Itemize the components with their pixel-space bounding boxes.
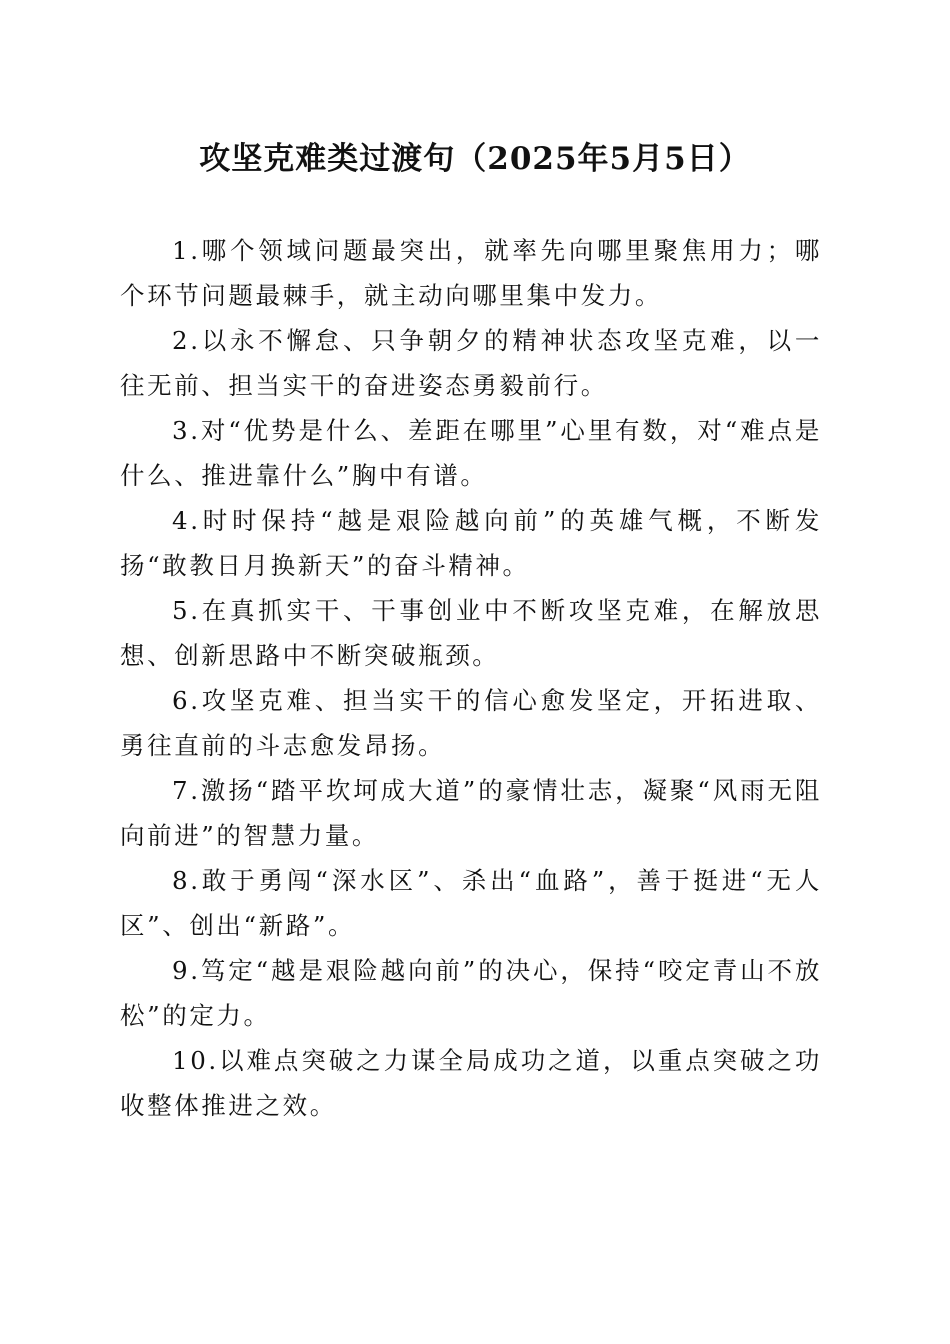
paragraph-6: 6.攻坚克难、担当实干的信心愈发坚定，开拓进取、勇往直前的斗志愈发昂扬。 bbox=[120, 686, 822, 760]
paragraph-7: 7.激扬“踏平坎坷成大道”的豪情壮志，凝聚“风雨无阻向前进”的智慧力量。 bbox=[120, 776, 822, 850]
paragraph-5: 5.在真抓实干、干事创业中不断攻坚克难，在解放思想、创新思路中不断突破瓶颈。 bbox=[120, 596, 822, 670]
paragraph-8: 8.敢于勇闯“深水区”、杀出“血路”，善于挺进“无人区”、创出“新路”。 bbox=[120, 866, 822, 940]
paragraph-4: 4.时时保持“越是艰险越向前”的英雄气概，不断发扬“敢教日月换新天”的奋斗精神。 bbox=[120, 506, 822, 580]
document-body bbox=[120, 228, 822, 1128]
paragraph-2: 2.以永不懈怠、只争朝夕的精神状态攻坚克难，以一往无前、担当实干的奋进姿态勇毅前行。 bbox=[120, 326, 822, 400]
paragraph-10: 10.以难点突破之力谋全局成功之道，以重点突破之功收整体推进之效。 bbox=[120, 1046, 822, 1120]
paragraph-1: 1.哪个领域问题最突出，就率先向哪里聚焦用力；哪个环节问题最棘手，就主动向哪里集中发力。 bbox=[120, 236, 822, 310]
document-title: 攻坚克难类过渡句（2025年5月5日） bbox=[199, 141, 751, 177]
paragraph-3: 3.对“优势是什么、差距在哪里”心里有数，对“难点是什么、推进靠什么”胸中有谱。 bbox=[120, 416, 822, 490]
paragraph-9: 9.笃定“越是艰险越向前”的决心，保持“咬定青山不放松”的定力。 bbox=[120, 956, 822, 1030]
